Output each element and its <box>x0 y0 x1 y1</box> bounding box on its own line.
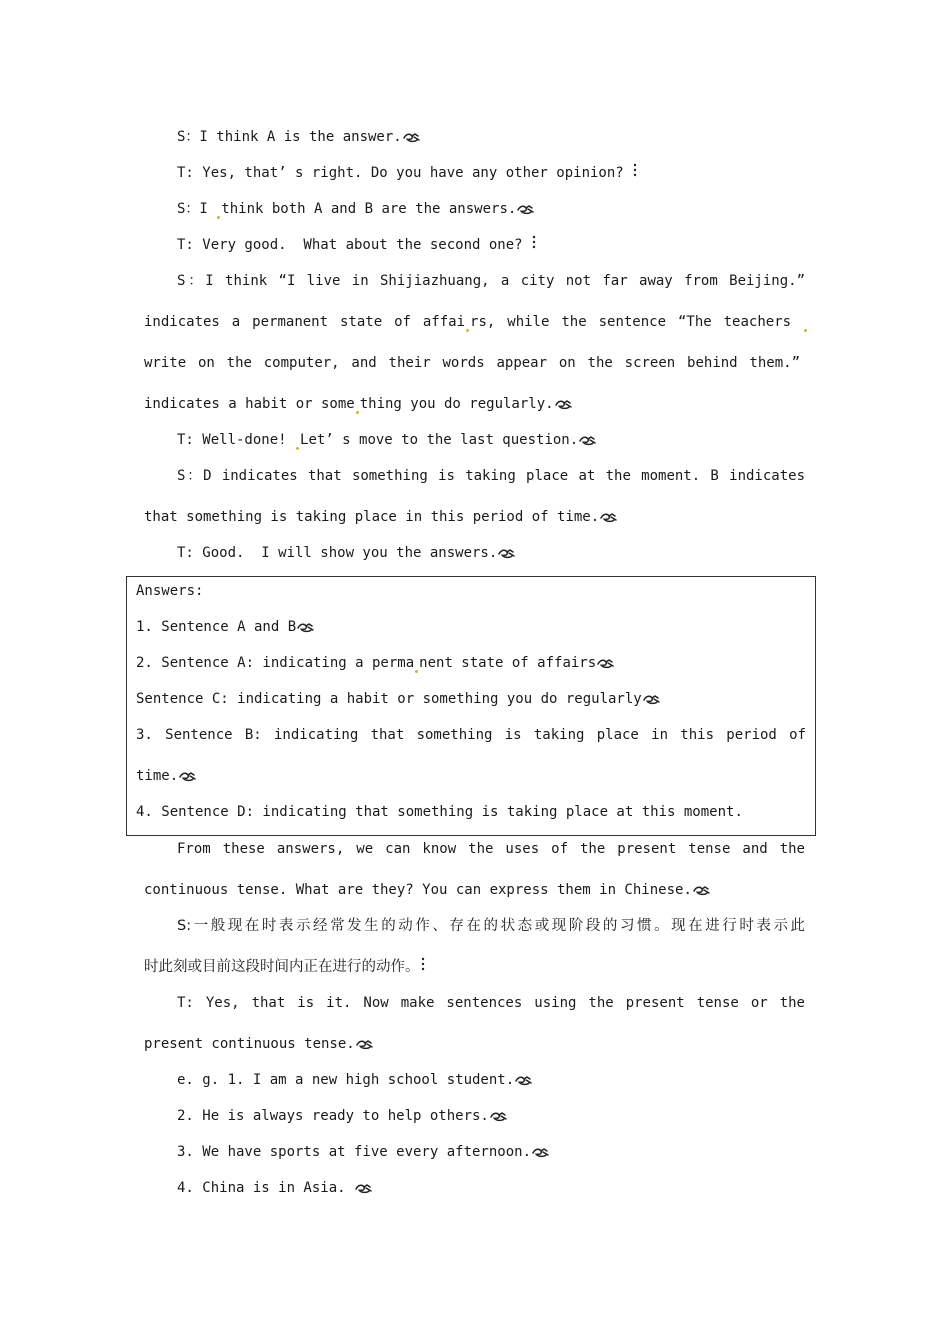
line-text: T: Yes, that’ s right. Do you have any other opinion? <box>177 165 633 181</box>
dialogue-line <box>144 312 808 332</box>
vertical-dots-icon <box>632 163 638 183</box>
line-text: S：I <box>177 201 217 217</box>
dialogue-line <box>177 543 515 563</box>
line-text: 2. He is always ready to help others. <box>177 1108 489 1124</box>
line-text: rs, while the sentence “The teachers <box>470 314 792 330</box>
line-text: indicates a permanent state of affai <box>144 314 466 330</box>
dialogue-line <box>177 199 534 219</box>
vertical-dots-icon <box>420 957 426 977</box>
stray-mark <box>415 670 418 673</box>
example-sentence <box>177 1178 372 1198</box>
dialogue-line <box>144 507 617 527</box>
line-text: 2. Sentence A: indicating a perma <box>136 655 415 671</box>
answer-item <box>136 766 196 786</box>
para-mark-icon <box>517 204 534 215</box>
stray-mark <box>804 329 807 332</box>
line-text: Sentence C: indicating a habit or something you do regularly <box>136 691 642 707</box>
dialogue-line <box>177 163 638 183</box>
dialogue-line: S：I think “I live in Shijiazhuang, a city not far away from Beijing.” <box>177 273 805 289</box>
line-text: 1. Sentence A and B <box>136 619 297 635</box>
line-text: thing you do regularly. <box>359 396 554 412</box>
line-text: Let’ s move to the last question. <box>300 432 579 448</box>
para-mark-icon <box>579 435 596 446</box>
line-text: indicates a habit or some <box>144 396 355 412</box>
answer-item: 3. Sentence B: indicating that something is taking place in this period of <box>136 727 806 743</box>
dialogue-line: S：D indicates that something is taking place at the moment. B indicates <box>177 468 805 484</box>
stray-mark <box>217 216 220 219</box>
dialogue-line <box>177 235 537 255</box>
dialogue-line <box>144 394 572 414</box>
answers-box <box>126 576 816 836</box>
line-text: time. <box>136 768 179 784</box>
dialogue-line <box>144 1034 373 1054</box>
para-mark-icon <box>403 132 420 143</box>
para-mark-icon <box>297 622 314 633</box>
line-text: nent state of affairs <box>419 655 597 671</box>
para-mark-icon <box>179 771 196 782</box>
para-mark-icon <box>515 1075 532 1086</box>
line-text: T: Good. I will show you the answers. <box>177 545 498 561</box>
para-mark-icon <box>600 512 617 523</box>
dialogue-line: From these answers, we can know the uses of the present tense and the <box>177 841 805 857</box>
para-mark-icon <box>498 548 515 559</box>
stray-mark <box>466 329 469 332</box>
line-text: continuous tense. What are they? You can express them in Chinese. <box>144 882 692 898</box>
answer-item <box>136 653 614 673</box>
para-mark-icon <box>355 1183 372 1194</box>
para-mark-icon <box>597 658 614 669</box>
answer-item <box>136 617 314 637</box>
line-text: present continuous tense. <box>144 1036 355 1052</box>
para-mark-icon <box>532 1147 549 1158</box>
line-text: 4. China is in Asia. <box>177 1180 355 1196</box>
para-mark-icon <box>490 1111 507 1122</box>
dialogue-line: S:一般现在时表示经常发生的动作、存在的状态或现阶段的习惯。现在进行时表示此 <box>177 918 805 934</box>
line-text: 3. We have sports at five every afternoon. <box>177 1144 532 1160</box>
example-sentence <box>177 1070 532 1090</box>
stray-mark <box>356 411 359 414</box>
line-text: S：I think A is the answer. <box>177 129 402 145</box>
answer-item <box>136 689 660 709</box>
example-sentence <box>177 1106 507 1126</box>
line-text: e. g. 1. I am a new high school student. <box>177 1072 515 1088</box>
dialogue-line <box>177 430 596 450</box>
para-mark-icon <box>356 1039 373 1050</box>
answer-item: 4. Sentence D: indicating that something is taking place at this moment. <box>136 804 743 820</box>
line-text: T: Very good. What about the second one? <box>177 237 532 253</box>
para-mark-icon <box>643 694 660 705</box>
line-text: 时此刻或目前这段时间内正在进行的动作。 <box>144 959 420 975</box>
answers-heading: Answers: <box>136 583 204 599</box>
dialogue-line <box>177 127 420 147</box>
para-mark-icon <box>555 399 572 410</box>
stray-mark <box>296 447 299 450</box>
dialogue-line: write on the computer, and their words appear on the screen behind them.” <box>144 355 800 371</box>
dialogue-line <box>144 957 426 977</box>
line-text: think both A and B are the answers. <box>221 201 517 217</box>
para-mark-icon <box>693 885 710 896</box>
line-text: T: Well-done! <box>177 432 296 448</box>
example-sentence <box>177 1142 549 1162</box>
dialogue-line <box>144 880 710 900</box>
line-text: that something is taking place in this period of time. <box>144 509 600 525</box>
dialogue-line: T: Yes, that is it. Now make sentences using the present tense or the <box>177 995 805 1011</box>
vertical-dots-icon <box>531 235 537 255</box>
